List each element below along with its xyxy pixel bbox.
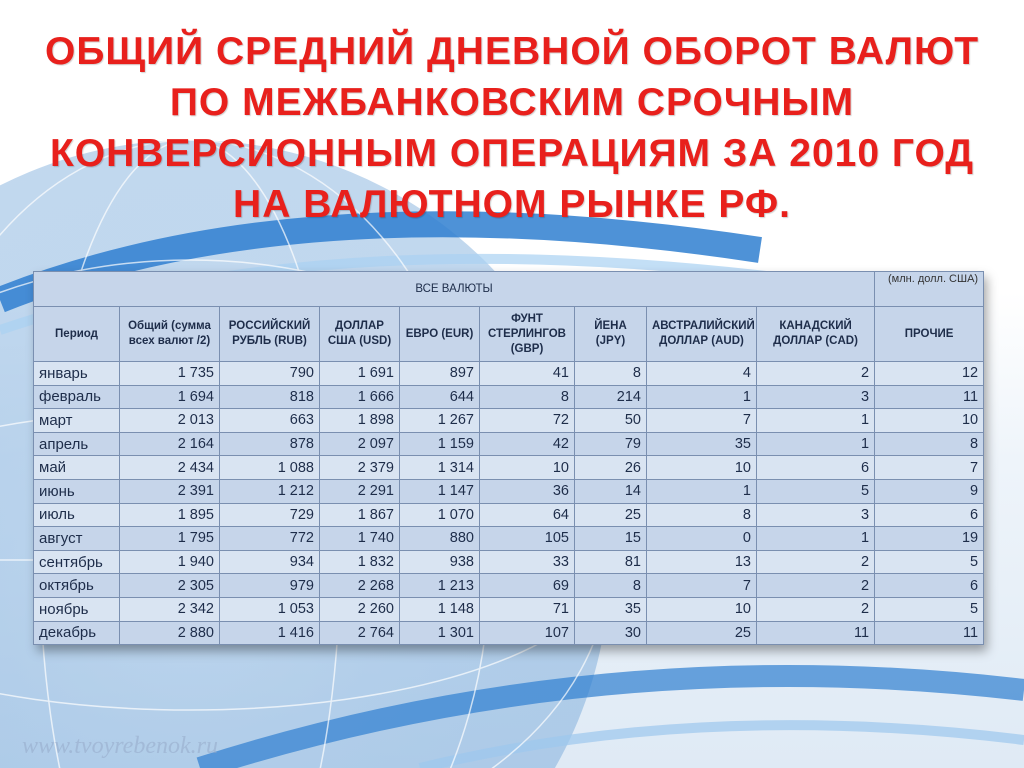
table-row: [34, 574, 984, 598]
table-row: [34, 597, 984, 621]
value-cell: 8: [575, 574, 647, 598]
value-cell: 2: [757, 597, 875, 621]
table-row: [34, 409, 984, 433]
value-cell: 10: [875, 409, 984, 433]
value-cell: 790: [220, 362, 320, 386]
period-cell: февраль: [34, 385, 120, 409]
watermark-url: www.tvoyrebenok.ru: [22, 733, 218, 759]
units-label: (млн. долл. США): [875, 272, 984, 307]
value-cell: 2: [757, 550, 875, 574]
value-cell: 1 867: [320, 503, 400, 527]
value-cell: 6: [757, 456, 875, 480]
column-header: РОССИЙСКИЙ РУБЛЬ (RUB): [220, 307, 320, 362]
value-cell: 1 691: [320, 362, 400, 386]
value-cell: 71: [480, 597, 575, 621]
value-cell: 36: [480, 479, 575, 503]
value-cell: 2 434: [120, 456, 220, 480]
value-cell: 1: [647, 385, 757, 409]
table-row: [34, 432, 984, 456]
table-row: [34, 550, 984, 574]
value-cell: 2 164: [120, 432, 220, 456]
value-cell: 897: [400, 362, 480, 386]
value-cell: 25: [575, 503, 647, 527]
value-cell: 2 097: [320, 432, 400, 456]
column-header: КАНАДСКИЙ ДОЛЛАР (CAD): [757, 307, 875, 362]
value-cell: 10: [647, 597, 757, 621]
value-cell: 2 013: [120, 409, 220, 433]
column-header: Общий (сумма всех валют /2): [120, 307, 220, 362]
column-header: ФУНТ СТЕРЛИНГОВ (GBP): [480, 307, 575, 362]
value-cell: 42: [480, 432, 575, 456]
value-cell: 2 342: [120, 597, 220, 621]
column-header: АВСТРАЛИЙСКИЙ ДОЛЛАР (AUD): [647, 307, 757, 362]
value-cell: 8: [480, 385, 575, 409]
value-cell: 26: [575, 456, 647, 480]
value-cell: 13: [647, 550, 757, 574]
value-cell: 2 379: [320, 456, 400, 480]
period-cell: июль: [34, 503, 120, 527]
value-cell: 9: [875, 479, 984, 503]
value-cell: 0: [647, 527, 757, 551]
value-cell: 11: [875, 385, 984, 409]
value-cell: 35: [575, 597, 647, 621]
value-cell: 8: [647, 503, 757, 527]
value-cell: 1 148: [400, 597, 480, 621]
value-cell: 663: [220, 409, 320, 433]
value-cell: 938: [400, 550, 480, 574]
period-cell: май: [34, 456, 120, 480]
value-cell: 8: [575, 362, 647, 386]
table-row: [34, 362, 984, 386]
value-cell: 2: [757, 574, 875, 598]
value-cell: 11: [875, 621, 984, 645]
value-cell: 15: [575, 527, 647, 551]
value-cell: 12: [875, 362, 984, 386]
value-cell: 1 088: [220, 456, 320, 480]
value-cell: 1: [757, 527, 875, 551]
title-line-4: НА ВАЛЮТНОМ РЫНКЕ РФ.: [233, 183, 791, 226]
value-cell: 72: [480, 409, 575, 433]
column-header: Период: [34, 307, 120, 362]
period-cell: апрель: [34, 432, 120, 456]
value-cell: 35: [647, 432, 757, 456]
value-cell: 1: [757, 409, 875, 433]
value-cell: 2 260: [320, 597, 400, 621]
value-cell: 1 666: [320, 385, 400, 409]
value-cell: 1 301: [400, 621, 480, 645]
value-cell: 81: [575, 550, 647, 574]
value-cell: 107: [480, 621, 575, 645]
value-cell: 1 147: [400, 479, 480, 503]
value-cell: 1 070: [400, 503, 480, 527]
value-cell: 25: [647, 621, 757, 645]
period-cell: сентябрь: [34, 550, 120, 574]
table-row: [34, 503, 984, 527]
value-cell: 934: [220, 550, 320, 574]
column-header: ДОЛЛАР США (USD): [320, 307, 400, 362]
value-cell: 644: [400, 385, 480, 409]
value-cell: 5: [875, 597, 984, 621]
value-cell: 772: [220, 527, 320, 551]
value-cell: 30: [575, 621, 647, 645]
value-cell: 64: [480, 503, 575, 527]
value-cell: 1 898: [320, 409, 400, 433]
value-cell: 1 053: [220, 597, 320, 621]
table-row: [34, 456, 984, 480]
value-cell: 41: [480, 362, 575, 386]
value-cell: 979: [220, 574, 320, 598]
group-header: ВСЕ ВАЛЮТЫ: [34, 272, 875, 307]
value-cell: 1 694: [120, 385, 220, 409]
value-cell: 7: [647, 409, 757, 433]
table-row: [34, 385, 984, 409]
value-cell: 7: [875, 456, 984, 480]
value-cell: 19: [875, 527, 984, 551]
period-cell: декабрь: [34, 621, 120, 645]
turnover-table: [33, 271, 984, 645]
value-cell: 1 213: [400, 574, 480, 598]
value-cell: 11: [757, 621, 875, 645]
table-row: [34, 527, 984, 551]
value-cell: 1 895: [120, 503, 220, 527]
slide-title: [0, 26, 1024, 230]
value-cell: 1 740: [320, 527, 400, 551]
value-cell: 1 416: [220, 621, 320, 645]
value-cell: 5: [875, 550, 984, 574]
value-cell: 878: [220, 432, 320, 456]
value-cell: 2 305: [120, 574, 220, 598]
value-cell: 1: [647, 479, 757, 503]
value-cell: 14: [575, 479, 647, 503]
period-cell: июнь: [34, 479, 120, 503]
value-cell: 33: [480, 550, 575, 574]
value-cell: 2 291: [320, 479, 400, 503]
value-cell: 2 764: [320, 621, 400, 645]
value-cell: 1 940: [120, 550, 220, 574]
value-cell: 1 267: [400, 409, 480, 433]
value-cell: 1 314: [400, 456, 480, 480]
value-cell: 1 735: [120, 362, 220, 386]
period-cell: октябрь: [34, 574, 120, 598]
title-line-3: КОНВЕРСИОННЫМ ОПЕРАЦИЯМ ЗА 2010 ГОД: [49, 132, 975, 175]
value-cell: 729: [220, 503, 320, 527]
value-cell: 6: [875, 574, 984, 598]
value-cell: 880: [400, 527, 480, 551]
period-cell: январь: [34, 362, 120, 386]
value-cell: 105: [480, 527, 575, 551]
value-cell: 214: [575, 385, 647, 409]
column-header: ЕВРО (EUR): [400, 307, 480, 362]
value-cell: 1 159: [400, 432, 480, 456]
table-row: [34, 479, 984, 503]
value-cell: 3: [757, 385, 875, 409]
value-cell: 1 832: [320, 550, 400, 574]
period-cell: ноябрь: [34, 597, 120, 621]
value-cell: 1 212: [220, 479, 320, 503]
value-cell: 50: [575, 409, 647, 433]
value-cell: 6: [875, 503, 984, 527]
value-cell: 5: [757, 479, 875, 503]
value-cell: 2 880: [120, 621, 220, 645]
value-cell: 1 795: [120, 527, 220, 551]
value-cell: 818: [220, 385, 320, 409]
period-cell: март: [34, 409, 120, 433]
value-cell: 10: [480, 456, 575, 480]
column-header: ЙЕНА (JPY): [575, 307, 647, 362]
column-header: ПРОЧИЕ: [875, 307, 984, 362]
title-line-1: ОБЩИЙ СРЕДНИЙ ДНЕВНОЙ ОБОРОТ ВАЛЮТ: [44, 30, 980, 73]
value-cell: 69: [480, 574, 575, 598]
title-line-2: ПО МЕЖБАНКОВСКИМ СРОЧНЫМ: [169, 81, 855, 124]
value-cell: 4: [647, 362, 757, 386]
value-cell: 1: [757, 432, 875, 456]
table-row: [34, 621, 984, 645]
value-cell: 79: [575, 432, 647, 456]
value-cell: 7: [647, 574, 757, 598]
value-cell: 2: [757, 362, 875, 386]
value-cell: 10: [647, 456, 757, 480]
value-cell: 2 268: [320, 574, 400, 598]
value-cell: 8: [875, 432, 984, 456]
turnover-table-container: [33, 271, 983, 645]
period-cell: август: [34, 527, 120, 551]
value-cell: 3: [757, 503, 875, 527]
value-cell: 2 391: [120, 479, 220, 503]
